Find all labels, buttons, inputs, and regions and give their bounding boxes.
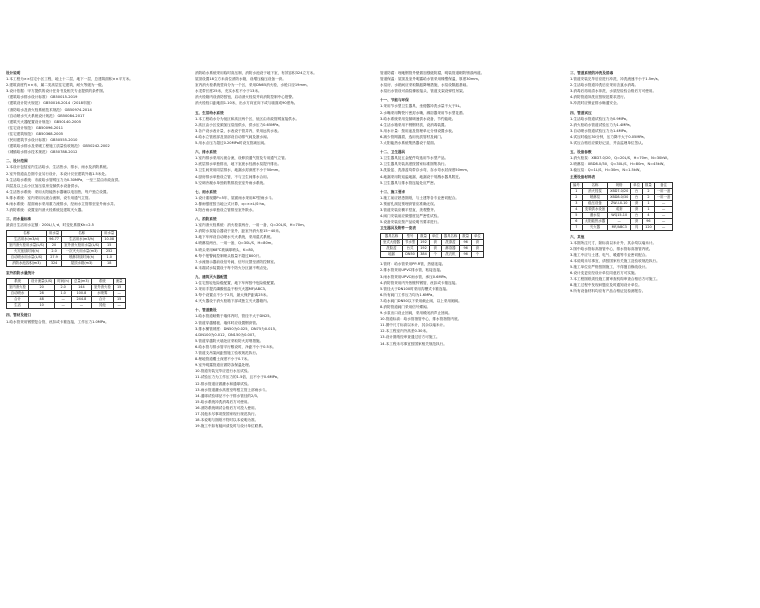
table-cell: 15 (113, 297, 125, 303)
table-header-cell: 单位 (472, 234, 484, 240)
table-cell: 合计 (91, 297, 113, 303)
table-cell: 自动喷水 (7, 291, 29, 297)
table-cell: 套 (631, 218, 643, 224)
table-cell: 100.8 (71, 291, 91, 297)
text-line: 2.喷淋泵：XBD8.0/30，Q=30L/S，H=80m，N=45kW。 (570, 162, 667, 167)
section-heading: 十三、施工要求 (380, 189, 406, 194)
table-cell: 96 (460, 246, 472, 252)
text-line: 管道保温：屋顶及室外明露给水管采用橡塑保温，厚度30mm。 (380, 77, 482, 82)
table-cell: 淋浴器 (441, 246, 460, 252)
text-line: 13.设计图纸经审查通过后方可施工。 (380, 335, 440, 340)
text-line: 1.本工程为××住宅小区工程，地上十二层，地下一层，总建筑面积××平方米。 (6, 77, 133, 82)
table-cell: XBD8.0/30 (608, 194, 631, 200)
text-line: 水泵房、水箱间应采取隔振降噪措施，水泵设隔振基础。 (380, 83, 470, 88)
table-cell: 120 (643, 224, 655, 230)
table-header-cell: 数量 (460, 234, 472, 240)
text-line: 14.通球试验球径不小于排水管径的2/3。 (195, 393, 261, 398)
text-line: 5.试压合格后应做好记录，并由监理单位签认。 (570, 141, 646, 146)
text-line: 6.设计变更应经设计单位同意后方可实施。 (570, 271, 639, 276)
table-cell: 台 (631, 212, 643, 218)
text-line: 4.喷淋泵两台，一用一备，Q=30L/S，H=80m。 (195, 241, 275, 246)
data-table (6, 230, 117, 267)
text-line: 2.消防水泵接合器设于室外，距室外消火栓15~40米。 (195, 229, 283, 234)
text-line: 4.消防管采用内外热镀锌钢管，丝扣或卡箍连接。 (380, 280, 459, 285)
text-line: 5.设备安装应按产品说明书要求进行。 (380, 220, 441, 225)
text-line: 7.管道支吊架间距按施工验收规范执行。 (195, 351, 260, 356)
table-cell: 台式 (402, 246, 417, 252)
text-line: 6.所有阀门工作压力均为1.6MPa。 (380, 292, 436, 297)
column-2 (195, 70, 373, 590)
text-line: 3.每个设置点不少于2具，最大保护距离25米。 (195, 293, 270, 298)
text-line: 8.施工过程中发现问题应及时通知设计单位。 (570, 283, 642, 288)
text-line: 1.消火栓泵：XBD7.0/20，Q=20L/S，H=70m，N=30kW。 (570, 156, 671, 161)
table-cell: 喷淋持续时间(h) (62, 255, 102, 261)
text-line: 1.设计重现期P=5年，屋面雨水采用87型雨水斗。 (195, 195, 276, 200)
text-line: 1.采用节水型卫生器具，坐便器冲洗水量不大于5L。 (380, 104, 464, 109)
table-cell: — (608, 218, 631, 224)
text-line: 4.灭火器设于消火栓箱下部或独立灭火器箱内。 (195, 299, 271, 304)
table-cell: — (113, 291, 125, 297)
text-line: 3.生活给水系统：市政给水管网压力为0.30MPa，一至三层由市政直供。 (6, 177, 122, 182)
text-line: 4.生活热水系统：采用太阳能热水器辅以电加热，每户独立设置。 (6, 189, 111, 194)
text-line: 6.每个报警阀控制喷头数量不超过800只。 (195, 253, 263, 258)
text-line: 《消防给水及消火栓系统技术规范》 GB50974-2014 (6, 107, 92, 112)
text-line: 2.生活给水管道冲洗后应采用含氯水消毒。 (570, 83, 639, 88)
text-line: 4.DN100为0.012，DN150为0.007。 (195, 332, 259, 337)
text-line: 4.阀门安装前应做强度及严密性试验。 (380, 214, 441, 219)
text-line: 7.本工程图纸须经施工图审查机构审查合格后方可施工。 (570, 277, 660, 282)
table-cell: 2 (643, 194, 655, 200)
table-header-cell: 时间(h) (55, 279, 72, 285)
table-cell: 20 (46, 243, 61, 249)
text-line: 5.卫生器具与排水管连接处应严密。 (380, 180, 438, 185)
text-line: 5.施工单位应严格按图施工，不得擅自修改设计。 (570, 265, 649, 270)
table-cell: 1 (571, 188, 583, 194)
text-line: 消防给水系统采用临时高压制，消防水池设于地下室，有效容积324立方米。 (195, 71, 317, 75)
text-line: 2.预留孔洞及预埋套管应准确无误。 (380, 201, 438, 206)
text-line: 管道防腐：埋地钢管外壁做加强级防腐，明装管道刷防锈漆两道。 (380, 71, 485, 75)
table-cell: 一用一备 (654, 194, 673, 200)
text-line: 11.试验压力为工作压力的1.5倍，且不小于0.6MPa。 (195, 375, 281, 380)
text-line: 2.采用手提式磷酸铵盐干粉灭火器MF/ABC3。 (195, 287, 269, 292)
section-heading: 四、管材及接口 (6, 313, 32, 318)
table-cell: 96 (643, 218, 655, 224)
table-cell: 消防水池容积(m3) (7, 261, 47, 267)
table-row (381, 252, 484, 258)
table-header-cell: 总量(m3) (71, 279, 91, 285)
text-line: 四层及以上由小区加压泵房变频供水设备供水。 (6, 183, 82, 188)
section-heading: 十一、节能与环保 (380, 98, 409, 103)
table-header-cell: 数量 (418, 234, 430, 240)
table-cell: 套 (631, 206, 643, 212)
column-4 (570, 70, 755, 590)
data-table (570, 182, 673, 231)
table-cell: 套 (472, 246, 484, 252)
table-cell: — (654, 224, 673, 230)
text-line: 2.底层排水单独排出，地下室废水经潜水泵提升排出。 (195, 162, 282, 167)
text-line: 1.室内排水采用污废合流，设伸顶通气管及专用通气立管。 (195, 156, 289, 161)
table-cell: 室外消火栓用水量(L/S) (62, 243, 102, 249)
text-line: 水泵出水管设可曲挠橡胶接头，管道支架设弹性吊架。 (380, 89, 467, 94)
table-cell: 10.08 (102, 237, 117, 243)
data-table (6, 278, 126, 309)
table-cell: 室外消火栓 (91, 285, 113, 291)
text-line: 8.末端试水装置设于每个防火分区最不利点处。 (195, 265, 271, 270)
table-cell: WQ15-10 (608, 212, 631, 218)
text-line: 2.消火栓给水管道试验压力为1.4MPa。 (570, 122, 634, 127)
section-heading: 十、管道敷设 (195, 308, 217, 313)
text-line: 《建筑灭火器配置设计规范》 GB50140-2005 (6, 119, 81, 124)
text-line: 《民用建筑节水设计标准》 GB50555-2010 (6, 138, 78, 143)
table-cell: 1.0 (55, 291, 72, 297)
text-line: 2.排水管采用UPVC排水管，粘接连接。 (380, 268, 444, 273)
text-line: 2.室外管道由总图专业另行设计，本设计仅至建筑外墙1.5米处。 (6, 171, 109, 176)
text-line: 5.排水系统：室内采用污废合流制，设专用通气立管。 (6, 195, 93, 200)
section-heading: 七、雨水系统 (195, 189, 217, 194)
text-line: 6.给水管与排水管平行敷设时，净距不小于0.5米。 (195, 344, 277, 349)
table-cell: 屋顶水箱(m3) (62, 261, 102, 267)
table-header-cell: 系统 (91, 279, 113, 285)
table-title: 室外消防水量统计 (6, 271, 35, 276)
text-line: 1.卫生器具及五金配件均选用节水型产品。 (380, 156, 449, 161)
table-cell: 15 (102, 243, 117, 249)
text-line: 1.本工程给水分为低区和高区两个区，低区由市政管网直接供水。 (195, 116, 300, 121)
table-cell: 生活用水(m3/h) (62, 237, 102, 243)
text-line: 7.太阳能热水系统集热器设于屋面。 (380, 141, 438, 146)
text-line: 8.消防管道阀门采用信号蝶阀。 (380, 305, 431, 309)
text-line: 5.用水点压力超过0.20MPa时设支管减压阀。 (195, 141, 268, 146)
table-cell: 自动喷水用水量(L/S) (7, 255, 47, 261)
section-heading: 设计说明 (6, 71, 21, 75)
table-cell: 1.0 (102, 255, 117, 261)
table-cell: 合计 (7, 297, 29, 303)
text-line: 15.给水系统冲洗消毒后方可使用。 (195, 399, 252, 404)
table-cell: 20 (28, 285, 54, 291)
table-cell: 台 (631, 188, 643, 194)
table-header-cell: 名称 (62, 231, 102, 237)
text-line: 4.生活水箱采用不锈钢材质，设消毒装置。 (380, 122, 449, 127)
table-cell: 节水型 (402, 240, 417, 246)
table-header-cell: 单位 (429, 234, 441, 240)
text-line: 水龙带长度25米，充实水柱不小于13米。 (195, 89, 262, 94)
text-line: 2.建筑高度约××米，属二类高层住宅建筑，耐火等级为一级。 (6, 83, 106, 88)
table-cell: 27.9 (46, 255, 61, 261)
text-line: 4.厨房排水单独设立管，不与卫生间排水合用。 (195, 174, 271, 179)
text-line: 12.本工程室内外高差0.30米。 (380, 329, 430, 334)
text-line: 4.试压时稳压30分钟，压力降不大于0.05MPa。 (570, 134, 648, 139)
table-cell: 喷淋泵 (582, 194, 607, 200)
section-heading: 三、管道系统的冲洗及消毒 (570, 71, 614, 75)
text-line: 8.埋地管道覆土深度不小于0.7米。 (195, 357, 251, 362)
table-cell: 坐式大便器 (381, 240, 403, 246)
table-cell: — (654, 206, 673, 212)
text-line: 19.施工中如有疑问请及时与设计单位联系。 (195, 424, 266, 429)
table-header-cell: 系统 (7, 279, 29, 285)
text-line: 5.用水计量：按用途及管理单元分别设置水表。 (380, 128, 456, 133)
text-line: 《住宅建筑规范》 GB50368-2005 (6, 131, 64, 136)
text-line: 3.地下车库设自动喷水灭火系统，采用湿式系统。 (195, 235, 274, 240)
text-line: 9.水泵出口设止回阀，采用缓闭消声止回阀。 (380, 311, 452, 316)
section-heading: 九、建筑灭火器配置 (195, 274, 228, 279)
section-heading: 四、管道试压 (570, 110, 592, 115)
table-header-cell: 编号 (571, 182, 583, 188)
text-line: 1.施工前应熟悉图纸，与土建等各专业密切配合。 (380, 195, 459, 200)
text-line: 5.空调冷凝水单独收集排放至室外雨水系统。 (195, 180, 267, 185)
text-line: 2.管道穿越楼板、墙体时应设置钢套管。 (195, 320, 260, 325)
text-line: 《自动喷水灭火系统设计规范》 GB50084-2017 (6, 113, 85, 118)
text-line: 3.阳台雨水单独设立管排至室外散水。 (195, 207, 256, 212)
table-header-cell: 备注 (654, 182, 673, 188)
table-cell: — (55, 303, 72, 309)
table-cell: 台 (631, 194, 643, 200)
table-header-cell: 名称 (582, 182, 607, 188)
text-line: 1.住宅按轻危险级配置，地下车库按中危险级配置。 (195, 281, 278, 285)
column-1 (6, 70, 186, 590)
text-line: 3.各户设水表计量，水表设于管井内，采用远传水表。 (195, 128, 282, 133)
text-line: 1.给水管道暗敷于墙体内时，管径不大于DN25。 (195, 314, 274, 319)
text-line: 消火栓栓口距地面1.10米，出水方向宜向下或与墙面成90度角。 (195, 101, 298, 106)
table-cell: 一次灭火用水量(m3) (62, 249, 102, 255)
text-line: 最高日生活用水定额：200L/人·d，时变化系数Kh=2.5 (6, 223, 94, 228)
text-line: 《城镇给水排水技术规范》 GB50788-2012 (6, 150, 78, 155)
table-cell: 4 (643, 212, 655, 218)
text-line: 18.本说明与图纸不符时以本说明为准。 (195, 418, 259, 423)
table-header-row (381, 234, 484, 240)
text-line: 9.室外明露管道应做防冻保温处理。 (195, 363, 253, 368)
text-line: 10.管道安装完毕应进行水压试验。 (195, 369, 252, 374)
text-line: 12.排水管道应做灌水和通球试验。 (195, 381, 252, 386)
table-cell: 套 (472, 240, 484, 246)
table-cell: — (71, 303, 91, 309)
table-cell: 套 (631, 200, 643, 206)
table-cell: 室内消火栓用水量(L/S) (7, 243, 47, 249)
section-heading: 十二、卫生器具 (380, 150, 406, 155)
column-3 (380, 70, 565, 590)
text-line: 1.管材：给水管采用PP-R管，热熔连接。 (380, 262, 446, 267)
table-cell: 3 (571, 200, 583, 206)
table-cell: 48 (28, 297, 54, 303)
text-line: 1.本设计包括室内生活给水、生活热水、排水、雨水及消防系统。 (6, 165, 111, 170)
table-cell: 个 (472, 252, 484, 258)
table-header-cell: 设计流量(L/S) (28, 279, 54, 285)
table-header-cell: 名称 (7, 231, 47, 237)
table-cell: 灭火器 (582, 224, 607, 230)
table-cell: 144 (71, 285, 91, 291)
text-line: 7.给水阀门DN50以下采用截止阀，以上采用闸阀。 (380, 298, 462, 303)
text-line: 3.排水横管坡度：DN50为0.025，DN75为0.015。 (195, 326, 279, 331)
text-line: 3.雨水管采用UPVC雨水管，承压0.6MPa。 (380, 274, 450, 279)
text-line: 《建筑设计防火规范》 GB50016-2014（2018年版） (6, 101, 94, 106)
text-line: 1.给水管采用钢塑复合管，丝扣或卡箍连接，工作压力1.0MPa。 (6, 319, 109, 324)
text-line: 11.图中尺寸标高以米计，其余以毫米计。 (380, 323, 447, 328)
text-line: 2.卫生器具安装高度按国家标准图集执行。 (380, 162, 449, 167)
table-header-cell: 规格 (608, 182, 631, 188)
table-cell: 潜水泵 (582, 212, 607, 218)
table-cell: 7 (571, 224, 583, 230)
text-line: 6.雨水系统：屋面雨水采用重力流排水，经雨水立管排至室外雨水井。 (6, 201, 118, 206)
table-cell: 5 (571, 212, 583, 218)
text-line: 2.暴雨强度按当地公式计算，q=××L/S·ha。 (195, 201, 268, 206)
table-cell: DN50 (402, 252, 417, 258)
text-line: 13.雨水管道灌水高度至每根立管上部雨水斗。 (195, 387, 269, 392)
table-header-cell: 器具名称 (381, 234, 403, 240)
text-line: 6.减少管网漏损，选用优质管材及阀门。 (380, 134, 445, 139)
table-cell: 10 (28, 303, 54, 309)
table-cell: 套 (429, 246, 441, 252)
table-cell: XBD7.0/20 (608, 188, 631, 194)
text-line: 4.给水立管底部及顶部设自动排气阀及泄水阀。 (195, 134, 271, 139)
table-cell: — (113, 303, 125, 309)
text-line: 5.管径大于DN100时采用沟槽式卡箍连接。 (380, 286, 450, 291)
text-line: 《建筑给水排水设计标准》 GB50015-2019 (6, 95, 78, 100)
table-header-cell: 器具名称 (441, 234, 460, 240)
text-line: 室内消火栓系统竖向分为一个区，采用DN65消火栓，水枪口径19mm。 (195, 83, 311, 88)
table-cell: 水喷雾 (91, 291, 113, 297)
text-line: 14.本工程未尽事宜按国家相关规范执行。 (380, 341, 447, 346)
text-line: 1.管道安装完毕后应进行冲洗，冲洗流速不小于1.5m/s。 (570, 77, 662, 82)
table-header-cell: 流量 (113, 279, 125, 285)
table-cell: 稳压设备 (582, 200, 607, 206)
table-title: 主要设备材料表 (570, 174, 596, 179)
text-line: 2.图中给水管标高指管中心，排水管标高指管内底。 (570, 246, 653, 251)
table-cell: 28 (28, 291, 54, 297)
table-cell: 其他 (91, 303, 113, 309)
table-cell: 生活用水(m3/d) (7, 237, 47, 243)
section-heading: 六、其他 (570, 234, 585, 239)
table-cell: 变频供水设备 (582, 206, 607, 212)
text-line: 7.消防系统：设置室内消火栓系统及建筑灭火器。 (6, 208, 85, 213)
table-row (7, 303, 126, 309)
text-line: 17.其他未尽事项按国家现行规范执行。 (195, 411, 259, 416)
table-title: 卫生器具及附件一览表 (380, 226, 416, 231)
text-line: 2.高区由小区变频加压泵组供水，供水压力0.65MPa。 (195, 122, 283, 127)
section-heading: 二、设计范围 (6, 159, 28, 164)
text-line: 4.本说明未尽事宜，请按国家有关施工及验收规范执行。 (570, 258, 660, 263)
table-cell: 个 (429, 252, 441, 258)
text-line: 1.室内消火栓系统：消火栓泵两台，一用一备，Q=20L/S，H=70m。 (195, 223, 308, 228)
section-heading: 三、用水量标准 (6, 217, 32, 222)
table-cell: — (654, 212, 673, 218)
text-line: 10.管道标高：给水管指管中心，排水管指管内底。 (380, 317, 462, 322)
table-cell: 4 (571, 206, 583, 212)
table-cell: — (55, 297, 72, 303)
table-cell: 一用一备 (654, 188, 673, 194)
table-cell: 火灾延续时间(h) (7, 249, 47, 255)
table-cell: — (654, 218, 673, 224)
table-cell: 洗衣机 (441, 252, 460, 258)
text-line: 《住宅设计规范》 GB50096-2011 (6, 125, 64, 130)
table-cell: 2 (571, 194, 583, 200)
table-cell: 1 (643, 206, 655, 212)
table-cell: 太阳能热水器 (582, 218, 607, 224)
text-line: 3.施工中应与土建、电气、暖通等专业密切配合。 (570, 252, 649, 257)
text-line: 《建筑给水排水及采暖工程施工质量验收规范》 GB50242-2002 (6, 144, 110, 149)
table-cell: 96 (460, 240, 472, 246)
text-line: 3.设计依据：甲方提供的设计任务书及相关专业提供的条件图。 (6, 89, 107, 94)
table-cell: 生活 (7, 303, 29, 309)
table-cell: 18 (102, 261, 117, 267)
table-cell: MF/ABC3 (608, 224, 631, 230)
table-header-cell: 型号 (402, 234, 417, 240)
text-line: 5.管道穿越防火墙处应采取防火封堵措施。 (195, 338, 264, 343)
text-line: 7.水流指示器前设信号阀，信号反馈至消防控制室。 (195, 259, 278, 264)
table-cell: 15 (113, 285, 125, 291)
text-line: 4.地漏采用防返溢地漏，地漏设于易溅水器具附近。 (380, 174, 463, 179)
text-line: 3.洗脸盆、洗涤盆均带存水弯，存水弯水封深度50mm。 (380, 168, 471, 173)
table-cell: 2 (643, 188, 655, 194)
table-cell: 消火栓泵 (582, 188, 607, 194)
text-line: 1.本图所注尺寸，除标高以米计外，其余均以毫米计。 (570, 240, 657, 245)
table-cell: — (654, 200, 673, 206)
table-cell: 具 (631, 224, 643, 230)
table-header-cell: 用水量 (102, 231, 117, 237)
table-cell: 96 (460, 252, 472, 258)
text-line: 3.消毒后再用清水冲洗，水质经检验合格后方可使用。 (570, 89, 657, 94)
table-cell: 2.0 (55, 285, 72, 291)
text-line: 3.稳压泵：Q=1L/S，H=30m，N=1.5kW。 (570, 168, 644, 173)
section-heading: 五、生活给水系统 (195, 110, 224, 115)
section-heading: 六、排水系统 (195, 150, 217, 155)
table-cell: 2.0 (46, 249, 61, 255)
table-cell: 192 (418, 240, 430, 246)
text-line: 4.消防管道冲洗应按规范要求进行。 (570, 95, 628, 100)
text-line: 3.管道安装应横平竖直，美观整齐。 (380, 207, 438, 212)
text-line: 3.自动喷水管道试验压力为1.4MPa。 (570, 128, 630, 133)
table-cell: 6 (571, 218, 583, 224)
table-row (7, 285, 126, 291)
text-line: 1.生活给水管道试验压力为0.9MPa。 (570, 116, 630, 121)
text-line: 16.消防系统调试合格后方可投入使用。 (195, 405, 259, 410)
text-line: 9.所有设备材料均应有产品合格证及检测报告。 (570, 289, 646, 294)
text-line: 5.喷头采用68℃玻璃球喷头，K=80。 (195, 247, 257, 252)
table-row (571, 224, 673, 230)
text-line: 3.卫生间采用同层排水，地漏水封深度不小于50mm。 (195, 168, 282, 173)
section-heading: 八、消防系统 (195, 217, 217, 222)
table-row (7, 261, 117, 267)
table-cell: 洗脸盆 (381, 246, 403, 252)
table-header-cell: 数量 (643, 182, 655, 188)
table-header-cell: 单位 (631, 182, 643, 188)
table-cell: 室内消火栓 (7, 285, 29, 291)
text-line: 屋顶设置18立方米高位消防水箱，设增压稳压设备一套。 (195, 77, 286, 82)
table-cell: 244.8 (71, 297, 91, 303)
table-cell: 1 (643, 200, 655, 206)
table-cell: 成套 (608, 206, 631, 212)
data-table (380, 233, 484, 258)
table-cell: 384 (418, 252, 430, 258)
table-cell: 252 (102, 249, 117, 255)
table-cell: ZW-I-X-10 (608, 200, 631, 206)
text-line: 2.水嘴采用陶瓷片密封水嘴，淋浴器采用节水型花洒。 (380, 110, 467, 115)
table-cell: 192 (418, 246, 430, 252)
text-line: 3.给水系统采用变频调速供水设备，节约能耗。 (380, 116, 456, 121)
section-heading: 五、设备参数 (570, 150, 592, 155)
table-header-cell: 用水量 (46, 231, 61, 237)
table-cell: 地漏 (381, 252, 403, 258)
text-line: 消火栓箱内设消防按钮，启动消火栓泵并向消防控制中心报警。 (195, 95, 296, 100)
table-cell: 96.77 (46, 237, 61, 243)
text-line: 5.冲洗时应保证排水畅通安全。 (570, 101, 621, 106)
table-cell: 324 (46, 261, 61, 267)
table-cell: 套 (429, 240, 441, 246)
table-cell: 洗涤盆 (441, 240, 460, 246)
